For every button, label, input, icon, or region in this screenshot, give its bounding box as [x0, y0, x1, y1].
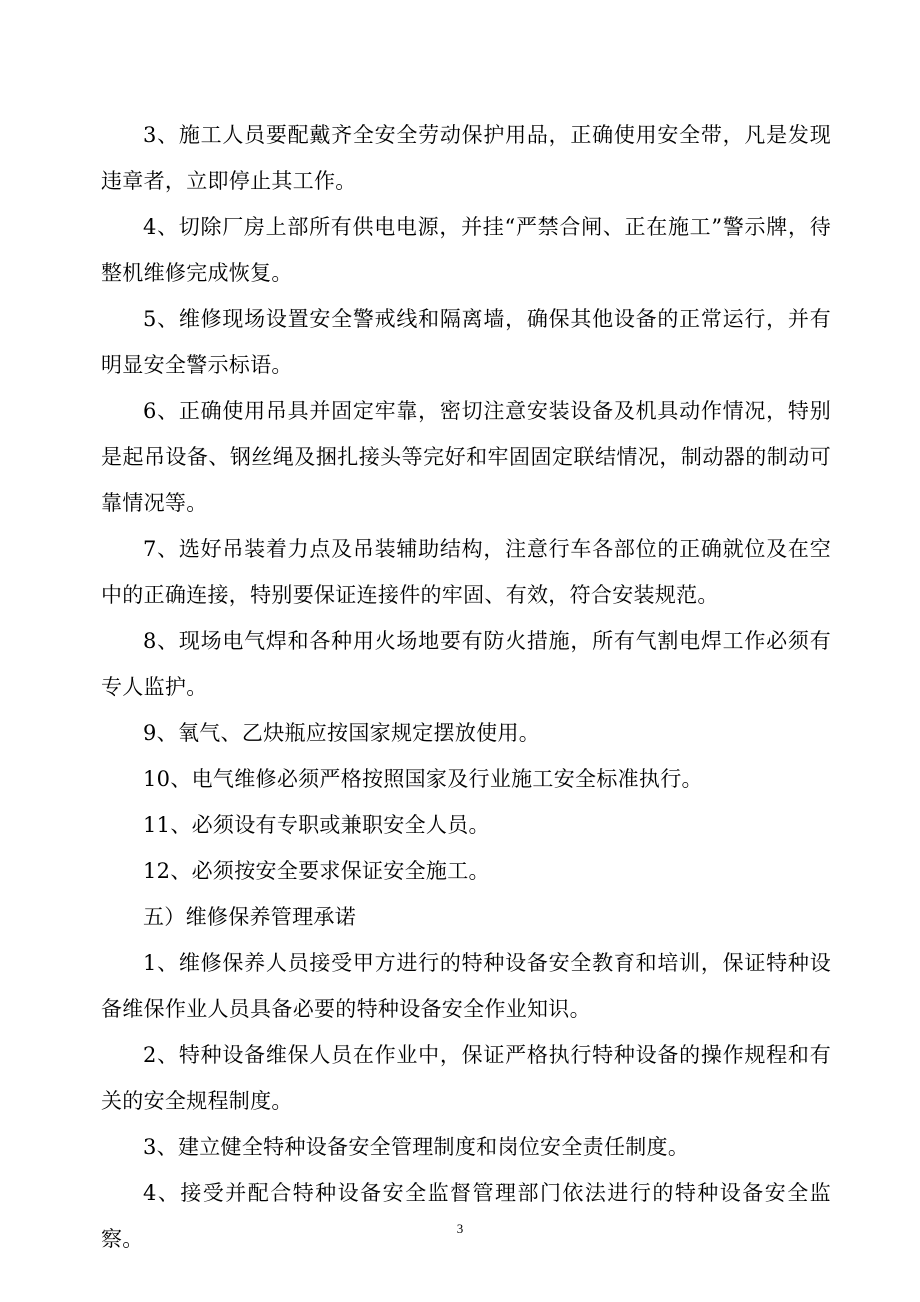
- section-heading-maintenance-commitment: 五）维修保养管理承诺: [143, 905, 356, 929]
- page-number: 3: [456, 1221, 464, 1236]
- commitment-4-supervision: 4、接受并配合特种设备安全监督管理部门依法进行的特种设备安全监察。: [101, 1181, 831, 1251]
- paragraph-10-electrical-standards: 10、电气维修必须严格按照国家及行业施工安全标准执行。: [143, 767, 703, 791]
- commitment-2-operating-rules: 2、特种设备维保人员在作业中，保证严格执行特种设备的操作规程和有关的安全规程制度。: [101, 1043, 831, 1113]
- paragraph-9-gas-cylinders: 9、氧气、乙炔瓶应按国家规定摆放使用。: [143, 721, 541, 745]
- paragraph-4-power-cutoff: 4、切除厂房上部所有供电电源，并挂“严禁合闸、正在施工”警示牌，待整机维修完成恢复。: [101, 215, 831, 285]
- paragraph-8-fire-prevention: 8、现场电气焊和各种用火场地要有防火措施，所有气割电焊工作必须有专人监护。: [101, 629, 831, 699]
- paragraph-7-lifting-points: 7、选好吊装着力点及吊装辅助结构，注意行车各部位的正确就位及在空中的正确连接，特别要保证连接件的牢固、有效，符合安装规范。: [101, 537, 831, 607]
- commitment-1-training: 1、维修保养人员接受甲方进行的特种设备安全教育和培训，保证特种设备维保作业人员具备必要的特种设备安全作业知识。: [101, 951, 831, 1021]
- paragraph-5-warning-line: 5、维修现场设置安全警戒线和隔离墙，确保其他设备的正常运行，并有明显安全警示标语。: [101, 307, 831, 377]
- commitment-3-management-system: 3、建立健全特种设备安全管理制度和岗位安全责任制度。: [143, 1135, 690, 1159]
- paragraph-11-safety-staff: 11、必须设有专职或兼职安全人员。: [143, 813, 490, 837]
- paragraph-12-safe-construction: 12、必须按安全要求保证安全施工。: [143, 859, 490, 883]
- paragraph-3-ppe: 3、施工人员要配戴齐全安全劳动保护用品，正确使用安全带，凡是发现违章者，立即停止其工作。: [101, 123, 831, 193]
- document-body: [101, 112, 831, 1262]
- paragraph-6-rigging: 6、正确使用吊具并固定牢靠，密切注意安装设备及机具动作情况，特别是起吊设备、钢丝绳及捆扎接头等完好和牢固固定联结情况，制动器的制动可靠情况等。: [101, 399, 831, 515]
